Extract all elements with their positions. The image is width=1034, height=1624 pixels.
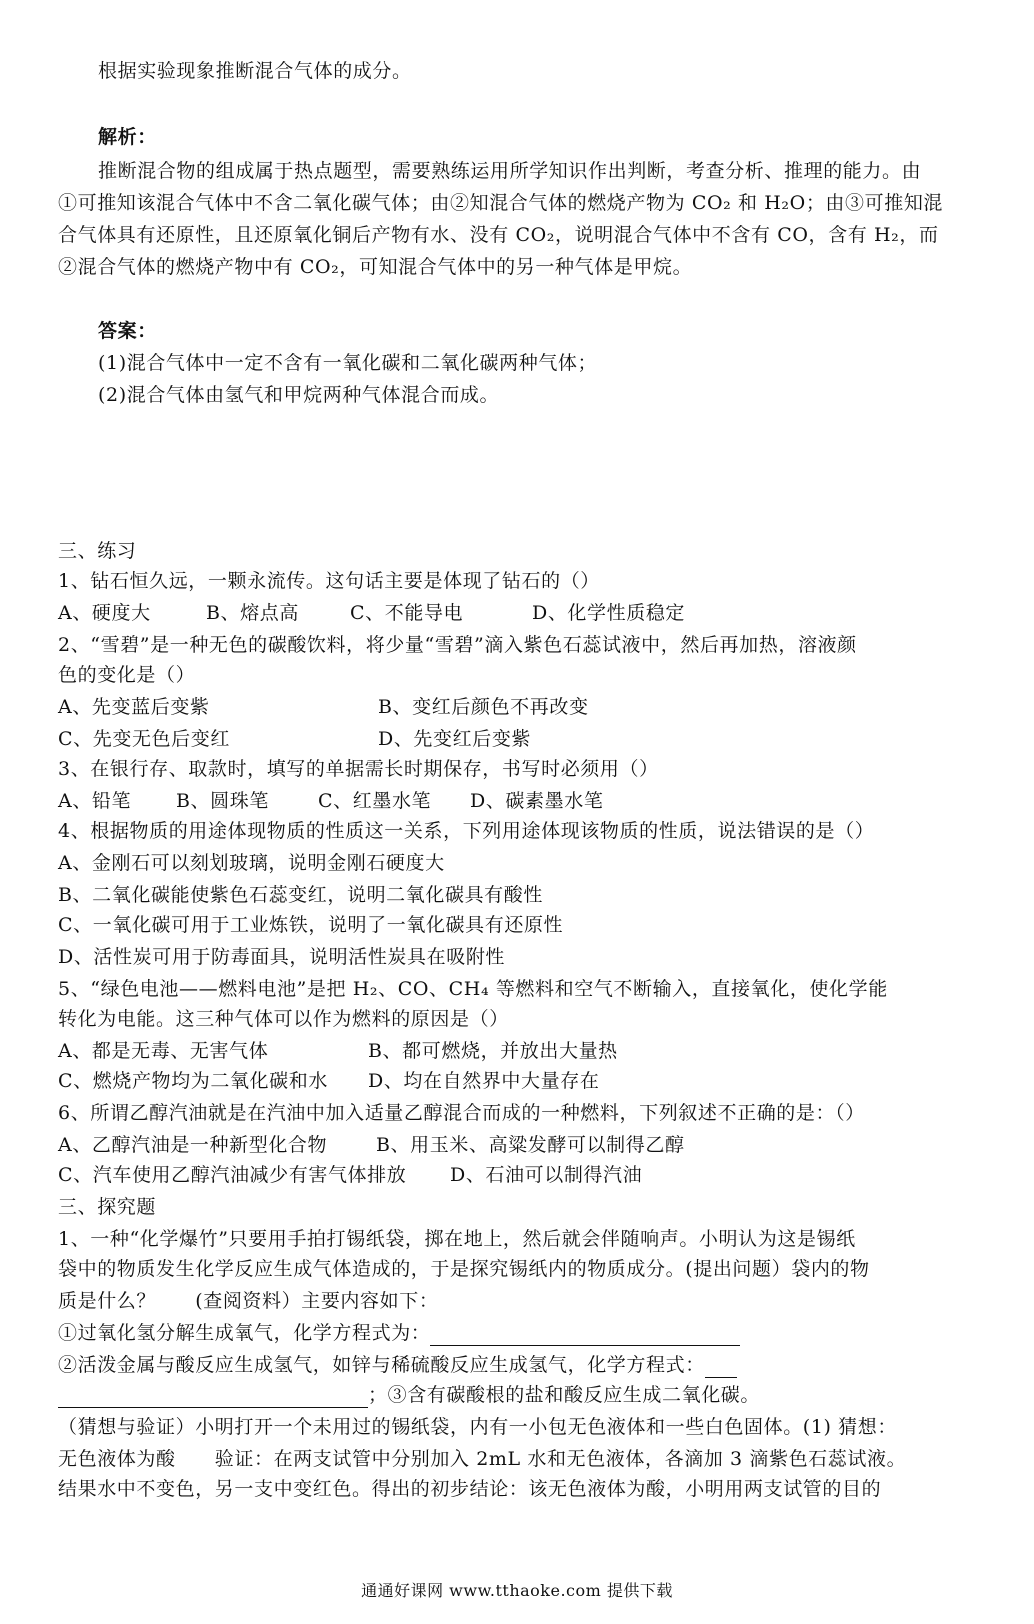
q2-option-b: B、变红后颜色不再改变 <box>378 696 589 718</box>
q2-option-c: C、先变无色后变红 <box>58 728 230 750</box>
answer-line-1: (1)混合气体中一定不含有一氧化碳和二氧化碳两种气体； <box>98 352 598 374</box>
q4-option-a: A、金刚石可以刻划玻璃，说明金刚石硬度大 <box>58 852 445 874</box>
analysis-line-4: ②混合气体的燃烧产物中有 CO₂，可知混合气体中的另一种气体是甲烷。 <box>58 256 693 278</box>
answer-line-2: (2)混合气体由氢气和甲烷两种气体混合而成。 <box>98 384 500 406</box>
explore-line-9: 结果水中不变色，另一支中变红色。得出的初步结论：该无色液体为酸，小明用两支试管的目的 <box>58 1478 882 1500</box>
explore-line-5-text: ②活泼金属与酸反应生成氢气，如锌与稀硫酸反应生成氢气，化学方程式： <box>58 1354 705 1376</box>
answer-blank-3[interactable] <box>58 1387 368 1408</box>
explore-line-8: 无色液体为酸 验证：在两支试管中分别加入 2mL 水和无色液体，各滴加 3 滴紫色石蕊试液。 <box>58 1448 907 1470</box>
q6-option-b: B、用玉米、高粱发酵可以制得乙醇 <box>376 1134 685 1156</box>
practice-heading: 三、练习 <box>58 540 137 562</box>
analysis-line-1: 推断混合物的组成属于热点题型，需要熟练运用所学知识作出判断，考查分析、推理的能力。由 <box>98 160 922 182</box>
explore-line-4 <box>58 1320 740 1346</box>
explore-heading: 三、探究题 <box>58 1196 157 1218</box>
explore-line-1: 1、一种“化学爆竹”只要用手拍打锡纸袋，掷在地上，然后就会伴随响声。小明认为这是锡纸 <box>58 1228 856 1250</box>
q4-option-d: D、活性炭可用于防毒面具，说明活性炭具在吸附性 <box>58 946 506 968</box>
answer-blank-2[interactable] <box>705 1357 737 1378</box>
q3-stem: 3、在银行存、取款时，填写的单据需长时期保存，书写时必须用（） <box>58 758 659 780</box>
q3-option-b: B、圆珠笔 <box>176 790 269 812</box>
answer-heading: 答案： <box>98 320 157 342</box>
analysis-heading: 解析： <box>98 126 157 148</box>
q2-stem-1: 2、“雪碧”是一种无色的碳酸饮料，将少量“雪碧”滴入紫色石蕊试液中，然后再加热，溶液颜 <box>58 634 857 656</box>
explore-line-6 <box>58 1382 760 1408</box>
q3-option-a: A、铅笔 <box>58 790 132 812</box>
q6-option-c: C、汽车使用乙醇汽油减少有害气体排放 <box>58 1164 407 1186</box>
analysis-line-3: 合气体具有还原性，且还原氧化铜后产物有水、没有 CO₂，说明混合气体中不含有 CO，含有 H₂，而 <box>58 224 939 246</box>
q3-option-d: D、碳素墨水笔 <box>470 790 604 812</box>
q2-option-d: D、先变红后变紫 <box>378 728 532 750</box>
q1-option-b: B、熔点高 <box>206 602 299 624</box>
q3-option-c: C、红墨水笔 <box>318 790 432 812</box>
q5-option-b: B、都可燃烧，并放出大量热 <box>368 1040 618 1062</box>
explore-line-2: 袋中的物质发生化学反应生成气体造成的，于是探究锡纸内的物质成分。(提出问题）袋内的物 <box>58 1258 870 1280</box>
q4-stem: 4、根据物质的用途体现物质的性质这一关系，下列用途体现该物质的性质，说法错误的是（） <box>58 820 875 842</box>
explore-line-4-text: ①过氧化氢分解生成氧气，化学方程式为： <box>58 1322 431 1344</box>
explore-line-5 <box>58 1352 737 1378</box>
q1-option-a: A、硬度大 <box>58 602 151 624</box>
q1-option-d: D、化学性质稳定 <box>532 602 686 624</box>
q5-option-a: A、都是无毒、无害气体 <box>58 1040 269 1062</box>
q2-stem-2: 色的变化是（） <box>58 664 196 686</box>
q1-stem: 1、钻石恒久远，一颗永流传。这句话主要是体现了钻石的（） <box>58 570 600 592</box>
explore-line-7: （猜想与验证）小明打开一个未用过的锡纸袋，内有一小包无色液体和一些白色固体。(1) 猜想： <box>58 1416 897 1438</box>
page-footer: 通通好课网 www.tthaoke.com 提供下载 <box>361 1581 673 1600</box>
q6-stem: 6、所谓乙醇汽油就是在汽油中加入适量乙醇混合而成的一种燃料，下列叙述不正确的是：（） <box>58 1102 865 1124</box>
q5-option-c: C、燃烧产物均为二氧化碳和水 <box>58 1070 328 1092</box>
analysis-line-2: ①可推知该混合气体中不含二氧化碳气体；由②知混合气体的燃烧产物为 CO₂ 和 H₂O；由③可推知混 <box>58 192 944 214</box>
explore-line-3: 质是什么？ (查阅资料）主要内容如下： <box>58 1290 439 1312</box>
answer-blank-1[interactable] <box>430 1325 740 1346</box>
q4-option-c: C、一氧化碳可用于工业炼铁，说明了一氧化碳具有还原性 <box>58 914 564 936</box>
analysis-intro: 根据实验现象推断混合气体的成分。 <box>98 60 412 82</box>
q4-option-b: B、二氧化碳能使紫色石蕊变红，说明二氧化碳具有酸性 <box>58 884 543 906</box>
q5-option-d: D、均在自然界中大量存在 <box>368 1070 600 1092</box>
q6-option-a: A、乙醇汽油是一种新型化合物 <box>58 1134 328 1156</box>
q6-option-d: D、石油可以制得汽油 <box>450 1164 643 1186</box>
q5-stem-1: 5、“绿色电池——燃料电池”是把 H₂、CO、CH₄ 等燃料和空气不断输入，直接氧化，使化学能 <box>58 978 888 1000</box>
q1-option-c: C、不能导电 <box>350 602 464 624</box>
explore-line-6-text: ；③含有碳酸根的盐和酸反应生成二氧化碳。 <box>368 1384 761 1406</box>
q5-stem-2: 转化为电能。这三种气体可以作为燃料的原因是（） <box>58 1008 509 1030</box>
q2-option-a: A、先变蓝后变紫 <box>58 696 210 718</box>
